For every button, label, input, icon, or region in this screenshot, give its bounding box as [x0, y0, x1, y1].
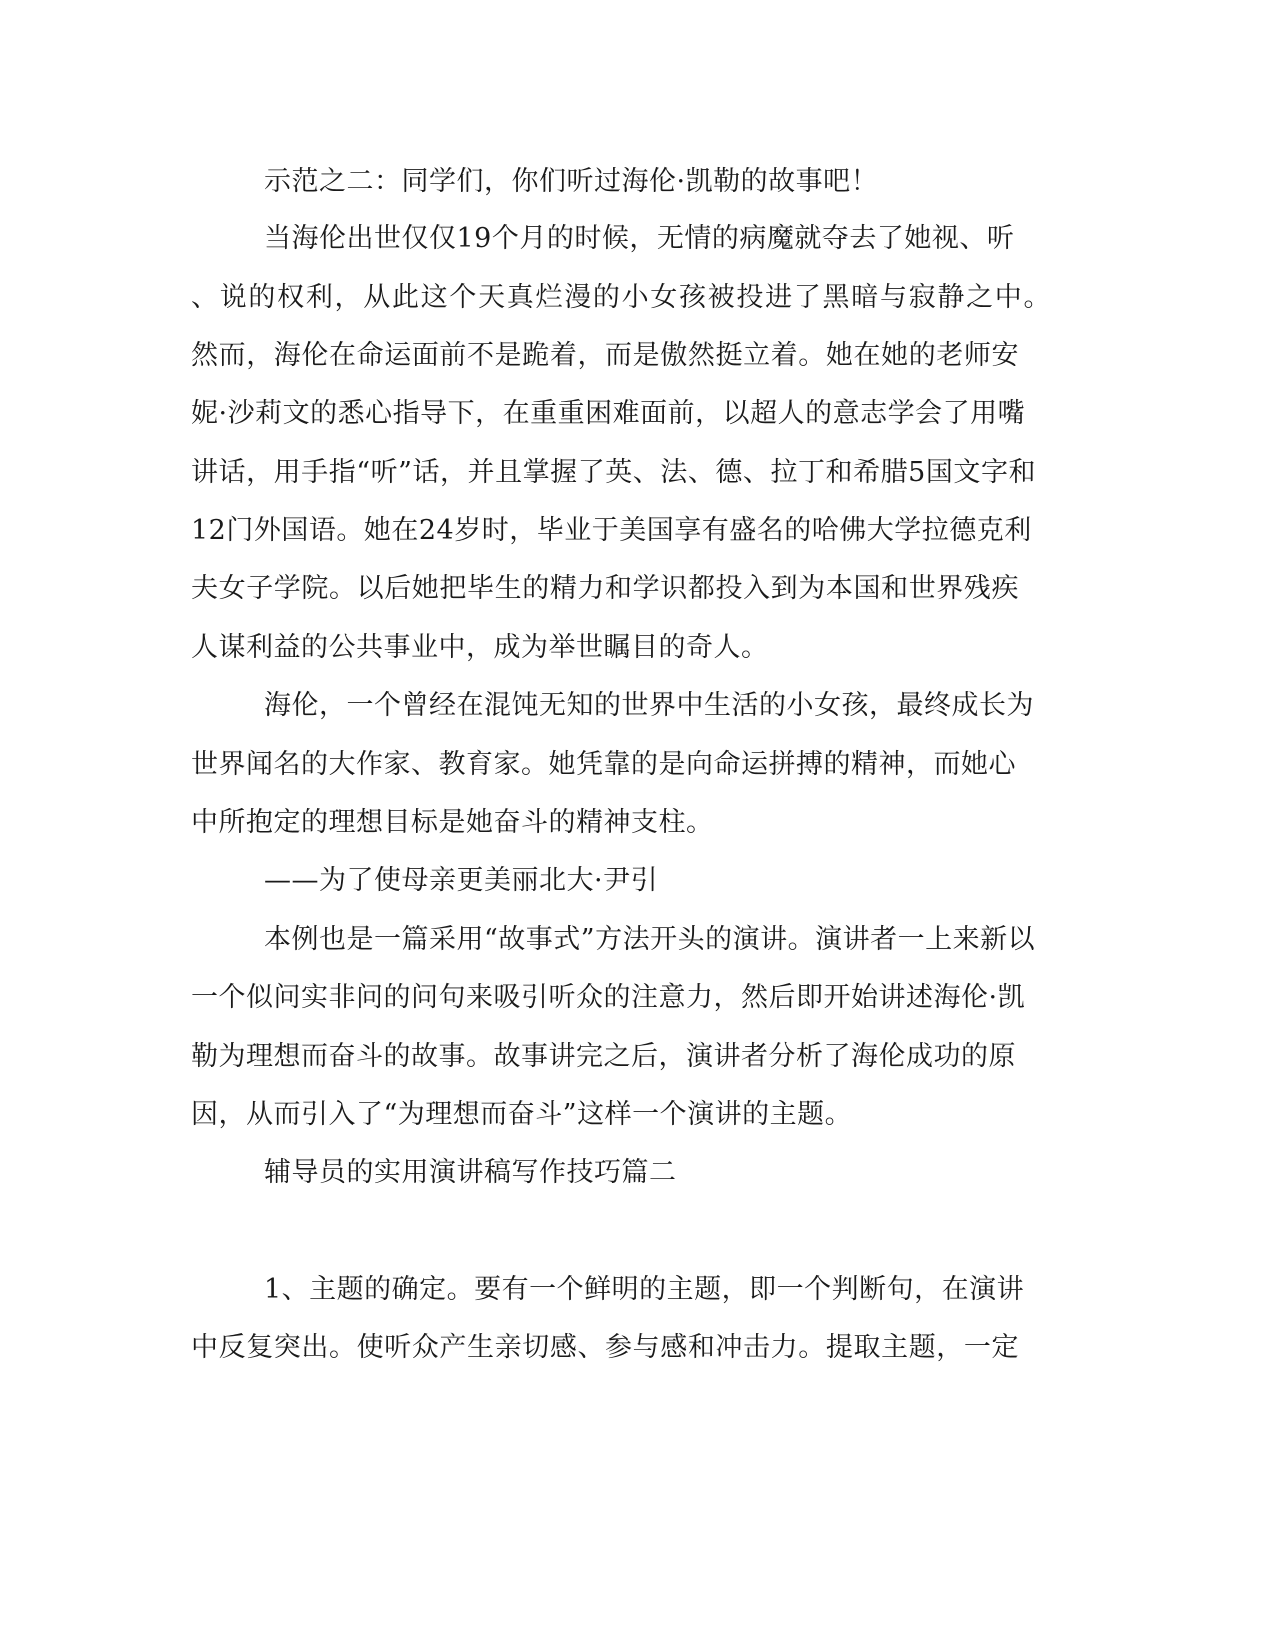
text-line: 海伦，一个曾经在混饨无知的世界中生活的小女孩，最终成长为 — [264, 690, 1034, 721]
text-line: 当海伦出世仅仅19个月的时候，无情的病魔就夺去了她视、听 — [264, 223, 1015, 254]
text-line: 本例也是一篇采用“故事式”方法开头的演讲。演讲者一上来新以 — [264, 924, 1036, 955]
text-line: 因，从而引入了“为理想而奋斗”这样一个演讲的主题。 — [191, 1099, 853, 1130]
text-line: ——为了使母亲更美丽北大·尹引 — [264, 865, 659, 896]
text-line: 人谋利益的公共事业中，成为举世瞩目的奇人。 — [191, 632, 769, 663]
text-line: 1、主题的确定。要有一个鲜明的主题，即一个判断句，在演讲 — [264, 1274, 1025, 1305]
text-line: 中所抱定的理想目标是她奋斗的精神支柱。 — [191, 807, 714, 838]
text-line: 妮·沙莉文的悉心指导下，在重重困难面前，以超人的意志学会了用嘴 — [191, 398, 1026, 429]
text-line: 夫女子学院。以后她把毕生的精力和学识都投入到为本国和世界残疾 — [191, 573, 1019, 604]
text-line: 中反复突出。使听众产生亲切感、参与感和冲击力。提取主题，一定 — [191, 1332, 1019, 1363]
text-line: 世界闻名的大作家、教育家。她凭靠的是向命运拼搏的精神，而她心 — [191, 749, 1016, 780]
text-line: 然而，海伦在命运面前不是跪着，而是傲然挺立着。她在她的老师安 — [191, 340, 1019, 371]
text-line: 讲话，用手指“听”话，并且掌握了英、法、德、拉丁和希腊5国文字和 — [191, 457, 1036, 488]
text-line: 一个似问实非问的问句来吸引听众的注意力，然后即开始讲述海伦·凯 — [191, 982, 1026, 1013]
text-line: 、说的权利，从此这个天真烂漫的小女孩被投进了黑暗与寂静之中。 — [191, 282, 1051, 313]
section-heading: 辅导员的实用演讲稿写作技巧篇二 — [264, 1157, 677, 1188]
text-line: 勒为理想而奋斗的故事。故事讲完之后，演讲者分析了海伦成功的原 — [191, 1041, 1016, 1072]
text-line: 12门外国语。她在24岁时，毕业于美国享有盛名的哈佛大学拉德克利 — [191, 515, 1032, 546]
text-line: 示范之二：同学们，你们听过海伦·凯勒的故事吧！ — [264, 166, 879, 197]
